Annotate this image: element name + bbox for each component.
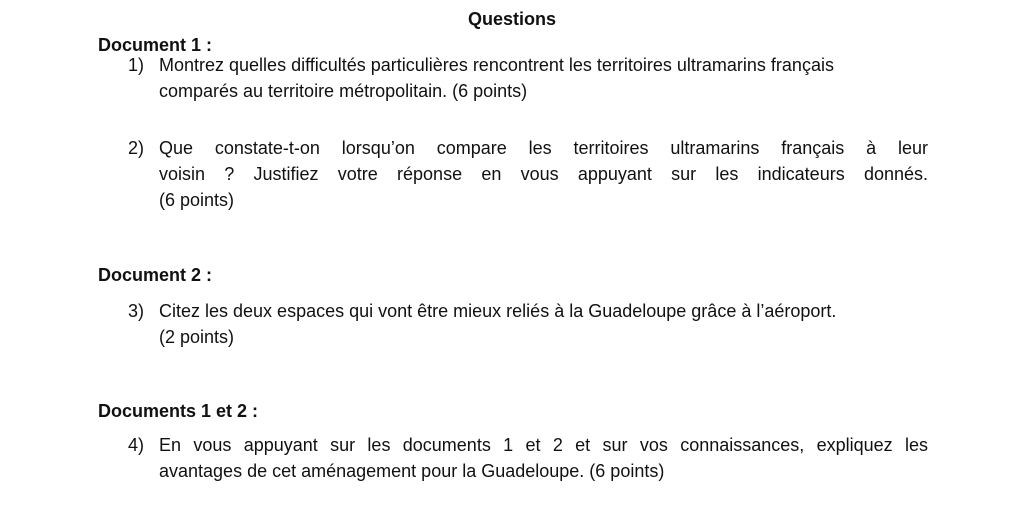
question-text [159, 432, 928, 484]
section-heading-document-2: Document 2 : [98, 265, 213, 285]
question-number: 1) [128, 55, 145, 75]
question-line: avantages de cet aménagement pour la Guadeloupe. (6 points) [159, 461, 665, 481]
question-number: 3) [128, 301, 145, 321]
question-line: voisin ? Justifiez votre réponse en vous appuyant sur les indicateurs donnés. [159, 164, 928, 184]
question-number: 4) [128, 435, 145, 455]
question-text [159, 52, 928, 104]
question-line: comparés au territoire métropolitain. (6 points) [159, 81, 528, 101]
question-line: Citez les deux espaces qui vont être mieux reliés à la Guadeloupe grâce à l’aéroport. [159, 301, 837, 321]
section-heading-document-1: Document 1 : [98, 35, 213, 55]
question-text [159, 298, 928, 350]
section-heading-documents-1-et-2: Documents 1 et 2 : [98, 401, 259, 421]
question-line: Que constate-t-on lorsqu’on compare les territoires ultramarins français à leur [159, 138, 928, 158]
question-line: (2 points) [159, 327, 235, 347]
question-line: Montrez quelles difficultés particulières rencontrent les territoires ultramarins français [159, 55, 834, 75]
question-text [159, 135, 928, 213]
question-number: 2) [128, 138, 145, 158]
question-line: (6 points) [159, 190, 235, 210]
question-line: En vous appuyant sur les documents 1 et 2 et sur vos connaissances, expliquez les [159, 435, 928, 455]
page-title: Questions [467, 9, 556, 29]
